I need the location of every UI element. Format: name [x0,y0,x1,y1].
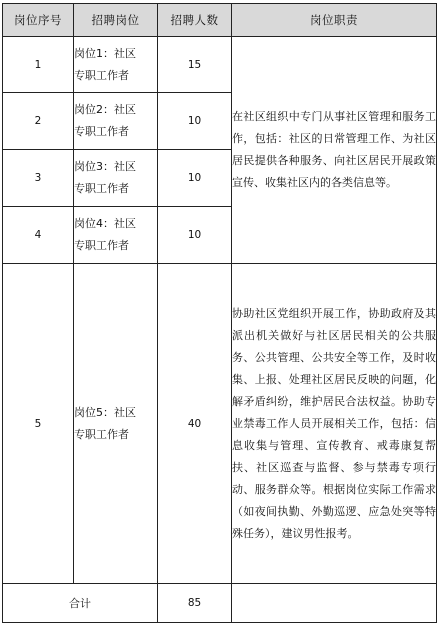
row-seq: 2 [3,93,74,150]
position-line1: 岗位2：社区 [74,103,136,117]
duty-position-5: 协助社区党组织开展工作，协助政府及其派出机关做好与社区居民相关的公共服务、公共管理、公共安全等工作，及时收集、上报、处理社区居民反映的问题，化解矛盾纠纷，维护居民合法权益。协助专业禁毒工作人员开展相关工作，包括：信息收集与管理、宣传教育、戒毒康复帮扶、社区巡查与监督、参与禁毒专项行动、服务群众等。根据岗位实际工作需求（如夜间执勤、外勤巡逻、应急处突等特殊任务），建议男性报考。 [232,264,437,584]
row-seq: 5 [3,264,74,584]
position-line2: 专职工作者 [74,125,129,139]
position-line1: 岗位4：社区 [74,217,136,231]
position-line1: 岗位3：社区 [74,160,136,174]
header-count: 招聘人数 [158,4,232,37]
total-duty-empty [232,583,437,622]
row-count: 10 [158,207,232,264]
position-line1: 岗位1：社区 [74,46,136,60]
row-seq: 4 [3,207,74,264]
position-line2: 专职工作者 [74,239,129,253]
table-row [3,264,437,584]
row-count: 15 [158,37,232,93]
row-seq: 3 [3,150,74,207]
position-line2: 专职工作者 [74,182,129,196]
total-label: 合计 [3,583,158,622]
duty-positions-1-4: 在社区组织中专门从事社区管理和服务工作，包括：社区的日常管理工作、为社区居民提供各种服务、向社区居民开展政策宣传、收集社区内的各类信息等。 [232,37,437,264]
header-seq: 岗位序号 [3,4,74,37]
header-duty: 岗位职责 [232,4,437,37]
position-line1: 岗位5：社区 [74,405,136,419]
position-line2: 专职工作者 [74,427,129,441]
row-position [74,264,158,584]
row-position [74,93,158,150]
row-seq: 1 [3,37,74,93]
row-count: 10 [158,93,232,150]
position-line2: 专职工作者 [74,68,129,82]
header-position: 招聘岗位 [74,4,158,37]
row-position [74,207,158,264]
table-row [3,37,437,93]
recruitment-table [2,3,437,623]
row-position [74,37,158,93]
row-count: 40 [158,264,232,584]
total-row [3,583,437,622]
total-count: 85 [158,583,232,622]
row-count: 10 [158,150,232,207]
row-position [74,150,158,207]
table-header-row [3,4,437,37]
